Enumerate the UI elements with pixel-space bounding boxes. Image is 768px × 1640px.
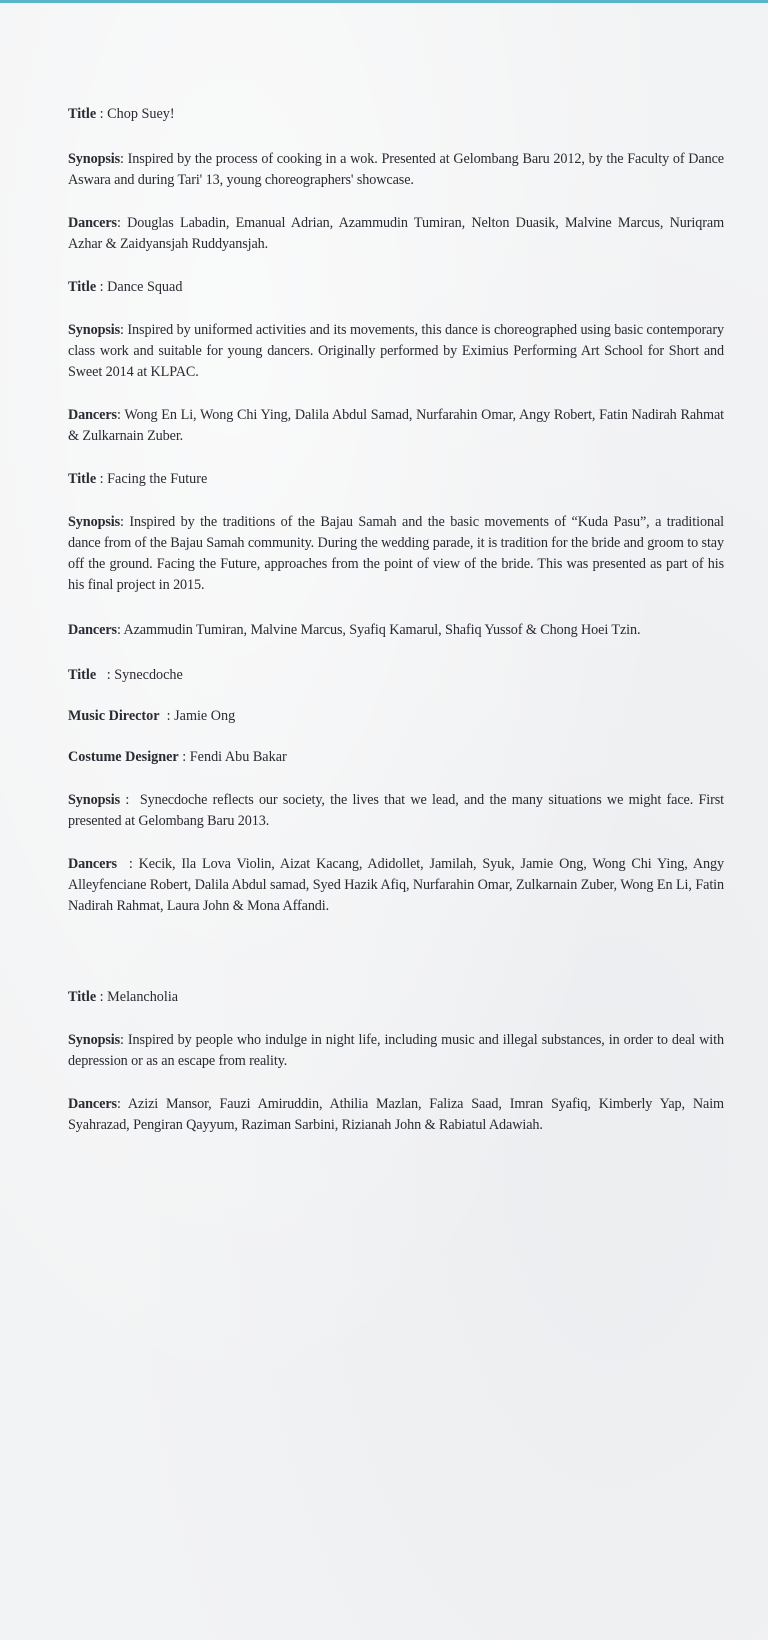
work-title-line: Title : Facing the Future <box>68 471 208 487</box>
synopsis-text: Inspired by people who indulge in night life, including music and illegal substances, in order to deal with depression or as an escape from reality. <box>68 1032 724 1069</box>
work-title-line: Title : Dance Squad <box>68 279 183 295</box>
work-entry-melancholia <box>68 987 724 1136</box>
dancers-text: Kecik, Ila Lova Violin, Aizat Kacang, Adidollet, Jamilah, Syuk, Jamie Ong, Wong Chi Ying, Angy Alleyfenciane Robert, Dalila Abdul samad, Syed Hazik Afiq, Nurfarahin Omar, Zulkarnain Zuber, Wong En Li, Fatin Nadirah Rahmat, Laura John & Mona Affandi. <box>68 856 724 914</box>
title-label: Title <box>68 667 97 683</box>
synopsis-text: Inspired by the traditions of the Bajau Samah and the basic movements of “Kuda Pasu”, a traditional dance from of the Bajau Samah community. During the wedding parade, it is tradition for the bride and groom to stay off the ground. Facing the Future, approaches from the point of view of the bride. This was presented as part of his his final project in 2015. <box>68 514 724 593</box>
work-title-line: Title : Synecdoche <box>68 667 183 683</box>
dancers-label: Dancers <box>68 856 117 872</box>
synopsis-label: Synopsis <box>68 322 121 338</box>
music-director-label: Music Director <box>68 708 160 724</box>
title-label: Title <box>68 989 97 1005</box>
music-director-name: Jamie Ong <box>174 708 236 724</box>
synopsis-paragraph: Synopsis : Synecdoche reflects our society, the lives that we lead, and the many situations we might face. First presented at Gelombang Baru 2013. <box>68 792 724 829</box>
dancers-label: Dancers <box>68 1096 117 1112</box>
title-label: Title <box>68 106 97 122</box>
dancers-text: Azammudin Tumiran, Malvine Marcus, Syafiq Kamarul, Shafiq Yussof & Chong Hoei Tzin. <box>123 622 641 638</box>
dancers-paragraph: Dancers : Kecik, Ila Lova Violin, Aizat Kacang, Adidollet, Jamilah, Syuk, Jamie Ong, Wong Chi Ying, Angy Alleyfenciane Robert, Dalila Abdul samad, Syed Hazik Afiq, Nurfarahin Omar, Zulkarnain Zuber, Wong En Li, Fatin Nadirah Rahmat, Laura John & Mona Affandi. <box>68 856 724 914</box>
work-title: Dance Squad <box>107 279 183 295</box>
costume-designer-name: Fendi Abu Bakar <box>189 749 287 765</box>
synopsis-label: Synopsis <box>68 514 121 530</box>
synopsis-text: Inspired by uniformed activities and its movements, this dance is choreographed using basic contemporary class work and suitable for young dancers. Originally performed by Eximius Performing Art School for Short and Sweet 2014 at KLPAC. <box>68 322 724 380</box>
costume-designer-label: Costume Designer <box>68 749 179 765</box>
synopsis-paragraph: Synopsis: Inspired by the process of cooking in a wok. Presented at Gelombang Baru 2012, by the Faculty of Dance Aswara and during Tari' 13, young choreographers' showcase. <box>68 151 724 188</box>
program-content <box>68 104 724 1136</box>
work-title: Synecdoche <box>114 667 183 683</box>
synopsis-paragraph: Synopsis: Inspired by uniformed activities and its movements, this dance is choreographed using basic contemporary class work and suitable for young dancers. Originally performed by Eximius Performing Art School for Short and Sweet 2014 at KLPAC. <box>68 322 724 380</box>
work-entry-facing-the-future <box>68 469 724 641</box>
dancers-label: Dancers <box>68 407 117 423</box>
dancers-text: Douglas Labadin, Emanual Adrian, Azammudin Tumiran, Nelton Duasik, Malvine Marcus, Nuriqram Azhar & Zaidyansjah Ruddyansjah. <box>68 215 724 252</box>
work-entry-synecdoche <box>68 665 724 917</box>
work-title-line: Title : Chop Suey! <box>68 106 175 122</box>
work-entry-chop-suey <box>68 104 724 255</box>
work-title: Facing the Future <box>107 471 208 487</box>
work-title: Chop Suey! <box>107 106 175 122</box>
synopsis-paragraph: Synopsis: Inspired by the traditions of the Bajau Samah and the basic movements of “Kuda Pasu”, a traditional dance from of the Bajau Samah community. During the wedding parade, it is tradition for the bride and groom to stay off the ground. Facing the Future, approaches from the point of view of the bride. This was presented as part of his his final project in 2015. <box>68 514 724 593</box>
dancers-paragraph: Dancers: Douglas Labadin, Emanual Adrian, Azammudin Tumiran, Nelton Duasik, Malvine Marcus, Nuriqram Azhar & Zaidyansjah Ruddyansjah. <box>68 215 724 252</box>
dancers-text: Azizi Mansor, Fauzi Amiruddin, Athilia Mazlan, Faliza Saad, Imran Syafiq, Kimberly Yap, Naim Syahrazad, Pengiran Qayyum, Raziman Sarbini, Rizianah John & Rabiatul Adawiah. <box>68 1096 724 1133</box>
synopsis-text: Inspired by the process of cooking in a wok. Presented at Gelombang Baru 2012, by the Faculty of Dance Aswara and during Tari' 13, young choreographers' showcase. <box>68 151 724 188</box>
dancers-paragraph: Dancers: Azizi Mansor, Fauzi Amiruddin, Athilia Mazlan, Faliza Saad, Imran Syafiq, Kimberly Yap, Naim Syahrazad, Pengiran Qayyum, Raziman Sarbini, Rizianah John & Rabiatul Adawiah. <box>68 1096 724 1133</box>
dancers-text: Wong En Li, Wong Chi Ying, Dalila Abdul Samad, Nurfarahin Omar, Angy Robert, Fatin Nadirah Rahmat & Zulkarnain Zuber. <box>68 407 724 444</box>
music-director-line: Music Director : Jamie Ong <box>68 708 236 724</box>
work-title: Melancholia <box>107 989 179 1005</box>
dancers-label: Dancers <box>68 215 117 231</box>
dancers-paragraph: Dancers: Wong En Li, Wong Chi Ying, Dalila Abdul Samad, Nurfarahin Omar, Angy Robert, Fatin Nadirah Rahmat & Zulkarnain Zuber. <box>68 407 724 444</box>
synopsis-label: Synopsis <box>68 1032 121 1048</box>
dancers-paragraph: Dancers: Azammudin Tumiran, Malvine Marcus, Syafiq Kamarul, Shafiq Yussof & Chong Hoei Tzin. <box>68 622 641 638</box>
synopsis-text: Synecdoche reflects our society, the lives that we lead, and the many situations we might face. First presented at Gelombang Baru 2013. <box>68 792 724 829</box>
dancers-label: Dancers <box>68 622 117 638</box>
synopsis-label: Synopsis <box>68 792 121 808</box>
work-entry-dance-squad <box>68 277 724 447</box>
page-top-edge <box>0 0 768 3</box>
title-label: Title <box>68 471 97 487</box>
work-title-line: Title : Melancholia <box>68 989 179 1005</box>
synopsis-paragraph: Synopsis: Inspired by people who indulge in night life, including music and illegal substances, in order to deal with depression or as an escape from reality. <box>68 1032 724 1069</box>
title-label: Title <box>68 279 97 295</box>
costume-designer-line: Costume Designer : Fendi Abu Bakar <box>68 749 287 765</box>
synopsis-label: Synopsis <box>68 151 121 167</box>
